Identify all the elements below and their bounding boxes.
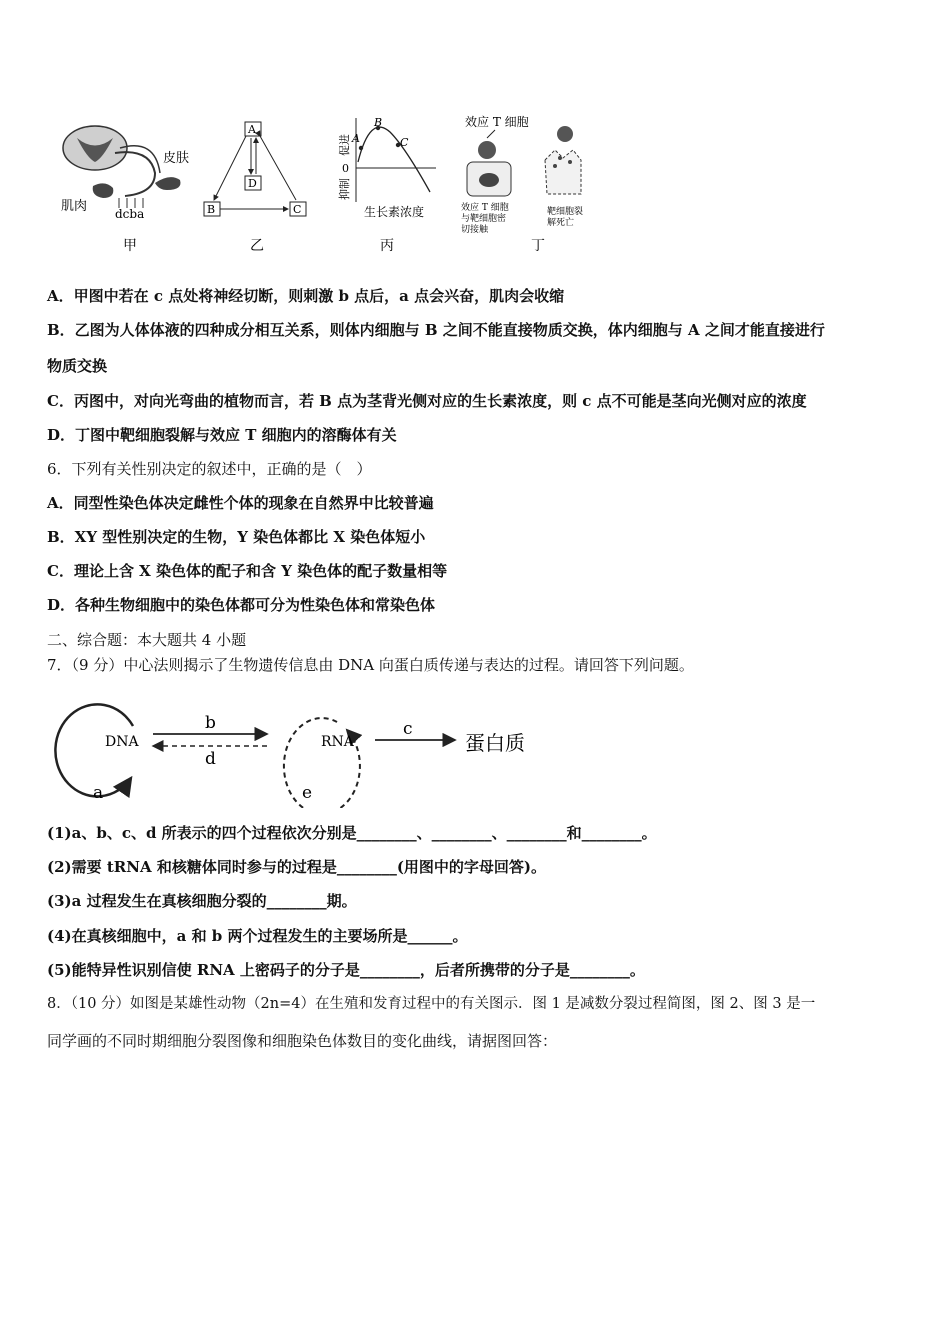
skin-shape xyxy=(155,177,180,190)
caption-ding: 丁 xyxy=(531,238,545,254)
q6-option-a: A．同型性染色体决定雌性个体的现象在自然界中比较普遍 xyxy=(47,494,434,512)
q6-option-b: B．XY 型性别决定的生物，Y 染色体都比 X 染色体短小 xyxy=(47,528,426,546)
caption-yi: 乙 xyxy=(250,238,264,254)
t-cell-shape xyxy=(478,141,496,159)
point-a: A xyxy=(352,132,360,145)
label-d: d xyxy=(205,749,216,769)
label-e: e xyxy=(302,783,313,803)
section-heading: 二、综合题：本大题共 4 小题 xyxy=(47,631,247,649)
central-dogma-diagram xyxy=(45,686,555,808)
figure-ding xyxy=(455,110,605,258)
node-a: A xyxy=(248,123,256,136)
q5-option-d: D．丁图中靶细胞裂解与效应 T 细胞内的溶酶体有关 xyxy=(47,426,397,444)
q7-item-3: (3)a 过程发生在真核细胞分裂的________期。 xyxy=(47,892,357,910)
figure-yi xyxy=(200,118,315,258)
left-caption-3: 切接触 xyxy=(461,225,489,235)
rna-loop-e xyxy=(284,718,360,808)
q8-line-1: 8．（10 分）如图是某雄性动物（2n=4）在生殖和发育过程中的有关图示．图 1 是减数分裂过程简图，图 2、图 3 是一 xyxy=(47,996,816,1012)
node-d: D xyxy=(248,177,257,190)
left-caption-2: 与靶细胞密 xyxy=(461,214,507,224)
q7-item-4: (4)在真核细胞中，a 和 b 两个过程发生的主要场所是______。 xyxy=(47,927,468,945)
growth-curve xyxy=(358,127,430,192)
right-caption-1: 靶细胞裂 xyxy=(547,207,584,217)
node-b: B xyxy=(207,203,216,216)
label-skin: 皮肤 xyxy=(163,151,190,166)
q6-option-d: D．各种生物细胞中的染色体都可分为性染色体和常染色体 xyxy=(47,596,436,614)
label-c: c xyxy=(403,719,413,739)
label-dna: DNA xyxy=(105,734,139,750)
label-points: dcba xyxy=(115,207,145,221)
q8-line-2: 同学画的不同时期细胞分裂图像和细胞染色体数目的变化曲线，请据图回答： xyxy=(47,1032,558,1050)
q7-item-2: (2)需要 tRNA 和核糖体同时参与的过程是________(用图中的字母回答)。 xyxy=(47,858,547,876)
q5-option-b-line1: B．乙图为人体体液的四种成分相互关系，则体内细胞与 B 之间不能直接物质交换，体内细胞与 A 之间才能直接进行 xyxy=(47,321,825,339)
right-caption-2: 解死亡 xyxy=(547,218,575,228)
label-muscle: 肌肉 xyxy=(61,199,88,214)
muscle-shape xyxy=(93,183,114,198)
point-c: C xyxy=(400,136,409,149)
label-rna: RNA xyxy=(321,734,354,750)
q5-option-c: C．丙图中，对向光弯曲的植物而言，若 B 点为茎背光侧对应的生长素浓度，则 c 点不可能是茎向光侧对应的浓度 xyxy=(47,392,807,410)
y-label-down: 抑制 xyxy=(338,178,351,200)
q5-option-a: A．甲图中若在 c 点处将神经切断，则刺激 b 点后，a 点会兴奋，肌肉会收缩 xyxy=(47,287,565,305)
left-caption-1: 效应 T 细胞 xyxy=(461,203,509,213)
x-label: 生长素浓度 xyxy=(364,205,425,219)
caption-bing: 丙 xyxy=(380,238,394,254)
zero-label: 0 xyxy=(342,162,349,175)
caption-jia: 甲 xyxy=(123,238,137,254)
q7-item-5: (5)能特异性识别信使 RNA 上密码子的分子是________，后者所携带的分子是________。 xyxy=(47,961,645,979)
label-protein: 蛋白质 xyxy=(465,731,525,755)
q7-stem: 7．（9 分）中心法则揭示了生物遗传信息由 DNA 向蛋白质传递与表达的过程。请回答下列问题。 xyxy=(47,656,694,674)
q5-option-b-line2: 物质交换 xyxy=(47,357,108,375)
target-cell-lysed xyxy=(545,150,581,194)
label-a: a xyxy=(93,783,104,803)
label-effector-t-cell: 效应 T 细胞 xyxy=(465,115,529,129)
y-label-up: 促进 xyxy=(338,134,351,156)
label-b: b xyxy=(205,713,216,733)
q6-stem: 6．下列有关性别决定的叙述中，正确的是（ ） xyxy=(47,460,372,478)
node-c: C xyxy=(293,203,302,216)
point-b: B xyxy=(374,116,383,129)
q7-item-1: (1)a、b、c、d 所表示的四个过程依次分别是________、________、________和________。 xyxy=(47,824,657,842)
figure-bing xyxy=(330,112,445,258)
q6-option-c: C．理论上含 X 染色体的配子和含 Y 染色体的配子数量相等 xyxy=(47,562,448,580)
figure-jia xyxy=(55,118,205,258)
